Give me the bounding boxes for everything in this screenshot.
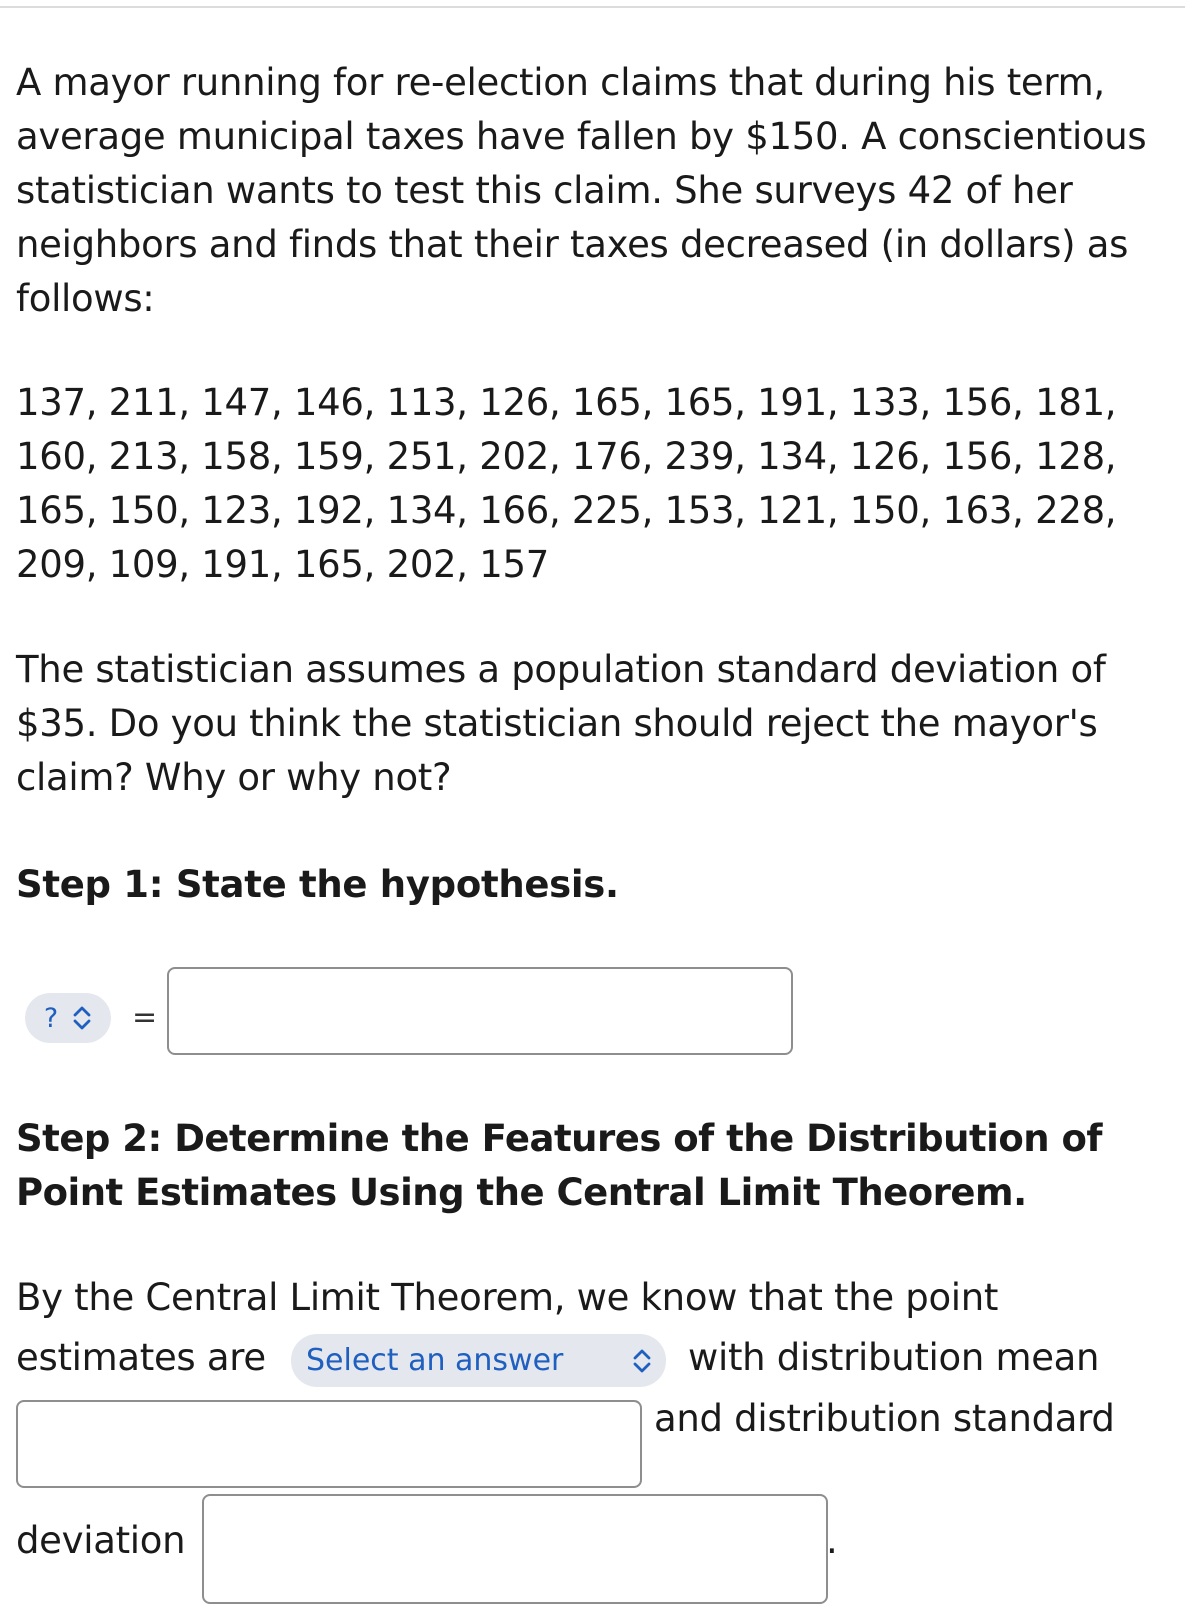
distribution-shape-select-value: Select an answer xyxy=(306,1343,564,1378)
data-values: 137, 211, 147, 146, 113, 126, 165, 165, 191, 133, 156, 181, 160, 213, 158, 159, 251, 202, 176, 239, 134, 126, 156, 128, 165, 150, 123, 192, 134, 166, 225, 153, 121, 150, 163, 228, 209, 109, 191, 165, 202, 157 xyxy=(16,381,1117,586)
distribution-mean-input[interactable] xyxy=(16,1400,642,1488)
problem-intro: A mayor running for re-election claims that during his term, average municipal taxes have fallen by $150. A conscientious statistician wants to test this claim. She surveys 42 of her neighbors and finds that their taxes decreased (in dollars) as follows: xyxy=(16,61,1147,320)
top-divider xyxy=(0,6,1185,8)
hypothesis-symbol-value: ? xyxy=(43,1002,59,1034)
step2-heading: Step 2: Determine the Features of the Distribution of Point Estimates Using the Central Limit Theorem. xyxy=(16,1117,1103,1214)
distribution-shape-select[interactable] xyxy=(291,1334,666,1387)
problem-question: The statistician assumes a population standard deviation of $35. Do you think the statistician should reject the mayor's claim? Why or why not? xyxy=(16,648,1106,799)
clt-sentence-part4: and distribution standard xyxy=(654,1397,1115,1440)
step1-heading: Step 1: State the hypothesis. xyxy=(16,863,619,906)
hypothesis-value-input[interactable] xyxy=(167,967,793,1055)
clt-sentence-part3: with distribution mean xyxy=(688,1336,1100,1379)
clt-sentence-part1: By the Central Limit Theorem, we know that the point xyxy=(16,1276,999,1319)
chevron-up-down-icon xyxy=(72,1005,92,1031)
chevron-up-down-icon xyxy=(632,1348,652,1374)
distribution-sd-input[interactable] xyxy=(202,1494,828,1604)
clt-sentence-part5: deviation xyxy=(16,1519,186,1562)
hypothesis-symbol-select[interactable] xyxy=(25,993,111,1043)
clt-sentence-part2: estimates are xyxy=(16,1336,266,1379)
sentence-period: . xyxy=(826,1519,838,1562)
equals-sign: = xyxy=(132,1000,158,1035)
